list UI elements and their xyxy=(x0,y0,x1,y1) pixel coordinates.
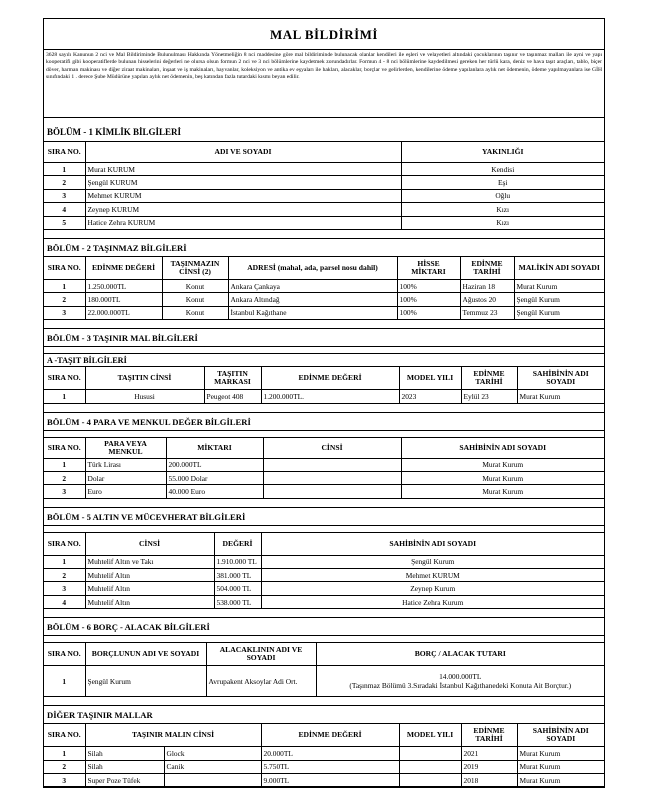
spacer xyxy=(44,697,604,706)
asset-kind: Dolar xyxy=(85,471,166,484)
acquisition-date: Haziran 18 xyxy=(460,279,514,292)
table-row xyxy=(44,471,604,484)
vehicle-type: Hususi xyxy=(85,390,204,403)
share: 100% xyxy=(397,293,460,306)
spacer xyxy=(44,636,604,643)
amount: 200.000TL xyxy=(166,458,263,471)
section-2-title: BÖLÜM - 2 TAŞINMAZ BİLGİLERİ xyxy=(44,239,604,257)
table-row xyxy=(44,390,604,403)
row-number: 3 xyxy=(44,189,85,202)
col-header: EDİNME DEĞERİ xyxy=(261,367,399,390)
col-header: PARA VEYA MENKUL xyxy=(85,438,166,459)
table-row xyxy=(44,163,604,176)
acquisition-date: Ağustos 20 xyxy=(460,293,514,306)
table-row xyxy=(44,203,604,216)
spacer xyxy=(44,431,604,438)
owner-name: Şengül Kurum xyxy=(261,555,604,568)
creditor-name: Avrupakent Aksoylar Adi Ort. xyxy=(206,666,316,697)
spacer xyxy=(44,347,604,354)
owner-name: Murat Kurum xyxy=(517,390,604,403)
row-number: 5 xyxy=(44,216,85,229)
other-movables-table xyxy=(44,724,604,787)
spacer xyxy=(44,609,604,618)
debt-note: (Taşınmaz Bölümü 3.Sıradaki İstanbul Kağıthanedeki Konuta Ait Borçtur.) xyxy=(349,681,572,691)
col-header: SIRA NO. xyxy=(44,438,85,459)
cash-securities-table xyxy=(44,438,604,499)
row-number: 1 xyxy=(44,390,85,403)
item-type: Super Poze Tüfek xyxy=(85,774,164,787)
col-header: TAŞITIN CİNSİ xyxy=(85,367,204,390)
owner-name: Hatice Zehra Kurum xyxy=(261,595,604,608)
col-header: YAKINLIĞI xyxy=(401,142,604,163)
col-header: MODEL YILI xyxy=(399,367,461,390)
real-estate-table xyxy=(44,257,604,320)
acquisition-value: 22.000.000TL xyxy=(85,306,162,319)
owner-name: Murat Kurum xyxy=(517,760,604,773)
table-row xyxy=(44,279,604,292)
item-value: 1.910.000 TL xyxy=(214,555,261,568)
vehicle-table xyxy=(44,367,604,403)
col-header: ADI VE SOYADI xyxy=(85,142,401,163)
col-header: MALİKİN ADI SOYADI xyxy=(514,257,604,280)
item-type: Muhtelif Altın xyxy=(85,569,214,582)
spacer xyxy=(44,526,604,533)
col-header: CİNSİ xyxy=(263,438,401,459)
property-type: Konut xyxy=(162,306,228,319)
vehicle-brand: Peugeot 408 xyxy=(204,390,261,403)
item-value: 538.000 TL xyxy=(214,595,261,608)
section-5-title: BÖLÜM - 5 ALTIN VE MÜCEVHERAT BİLGİLERİ xyxy=(44,508,604,526)
acquisition-date: 2019 xyxy=(461,760,517,773)
debtor-name: Şengül Kurum xyxy=(85,666,206,697)
model-year: 2023 xyxy=(399,390,461,403)
table-row xyxy=(44,666,604,697)
col-header: SIRA NO. xyxy=(44,142,85,163)
person-name: Zeynep KURUM xyxy=(85,203,401,216)
col-header: ADRESİ (mahal, ada, parsel nosu dahil) xyxy=(228,257,397,280)
table-row xyxy=(44,306,604,319)
owner-name: Zeynep Kurum xyxy=(261,582,604,595)
row-number: 1 xyxy=(44,666,85,697)
share: 100% xyxy=(397,279,460,292)
acquisition-value: 20.000TL xyxy=(261,747,399,760)
col-header: SIRA NO. xyxy=(44,643,85,666)
row-number: 1 xyxy=(44,555,85,568)
owner-name: Murat Kurum xyxy=(401,471,604,484)
model-year xyxy=(399,760,461,773)
item-value: 381.000 TL xyxy=(214,569,261,582)
col-header: SIRA NO. xyxy=(44,724,85,747)
asset-kind: Euro xyxy=(85,485,166,498)
col-header: TAŞITIN MARKASI xyxy=(204,367,261,390)
intro-paragraph: 3628 sayılı Kanunun 2 nci ve Mal Bildiriminde Bulunulması Hakkında Yönetmeliğin 8 nci maddesine göre mal bildiriminde bulunacak olanlar kendileri ile eşleri ve velayetleri altındaki çocuklarının taşınır ve taşınmaz malları ile ayni ve yapı kooperatifi gibi kooperatiflerde bulunan hisselerini değerleri ne olursa olsun formun 2 nci ve 3 nci bölümlerine kaydetmek zorundadırlar. Formun 4 - 8 nci bölümlerine kaydedilmesi gereken her türlü kara, deniz ve hava taşıt araçları, tablo, biçer döver, harman makinası ve diğer ziraat makinaları, inşaat ve iş makinaları, hayvanlar, koleksiyon ve antika ev eşyaları ile hakları, alacaklar, borçlar ve gelirlerden, kendilerine ödeme yapılanlara aylık net ödemenin, ödeme yapılmayanlara ise GİH sınıfındaki 1 . derece Şube Müdürüne yapılan aylık net ödemenin, beş katından fazla tutardaki kısmı beyan edilir. xyxy=(44,50,604,118)
item-detail: Canik xyxy=(164,760,261,773)
table-row xyxy=(44,176,604,189)
section-7-title: DİĞER TAŞINIR MALLAR xyxy=(44,706,604,724)
col-header: EDİNME DEĞERİ xyxy=(85,257,162,280)
col-header: EDİNME DEĞERİ xyxy=(261,724,399,747)
section-3-title: BÖLÜM - 3 TAŞINIR MAL BİLGİLERİ xyxy=(44,329,604,347)
owner-name: Murat Kurum xyxy=(401,485,604,498)
acquisition-date: Temmuz 23 xyxy=(460,306,514,319)
relation: Eşi xyxy=(401,176,604,189)
table-row xyxy=(44,595,604,608)
row-number: 2 xyxy=(44,569,85,582)
acquisition-date: 2018 xyxy=(461,774,517,787)
row-number: 4 xyxy=(44,203,85,216)
row-number: 2 xyxy=(44,176,85,189)
section-4-title: BÖLÜM - 4 PARA VE MENKUL DEĞER BİLGİLERİ xyxy=(44,413,604,431)
col-header: EDİNME TARİHİ xyxy=(461,724,517,747)
asset-kind: Türk Lirası xyxy=(85,458,166,471)
row-number: 2 xyxy=(44,760,85,773)
debt-amount: 14.000.000TL xyxy=(439,672,482,682)
row-number: 1 xyxy=(44,747,85,760)
table-row xyxy=(44,458,604,471)
col-header: CİNSİ xyxy=(85,533,214,556)
acquisition-value: 5.750TL xyxy=(261,760,399,773)
amount: 40.000 Euro xyxy=(166,485,263,498)
spacer xyxy=(44,230,604,239)
person-name: Şengül KURUM xyxy=(85,176,401,189)
col-header: SAHİBİNİN ADI SOYADI xyxy=(401,438,604,459)
acquisition-value: 180.000TL xyxy=(85,293,162,306)
type xyxy=(263,485,401,498)
row-number: 4 xyxy=(44,595,85,608)
relation: Oğlu xyxy=(401,189,604,202)
col-header: HİSSE MİKTARI xyxy=(397,257,460,280)
item-value: 504.000 TL xyxy=(214,582,261,595)
section-6-title: BÖLÜM - 6 BORÇ - ALACAK BİLGİLERİ xyxy=(44,618,604,636)
table-row xyxy=(44,760,604,773)
relation: Kendisi xyxy=(401,163,604,176)
type xyxy=(263,471,401,484)
owner-name: Murat Kurum xyxy=(514,279,604,292)
acquisition-value: 1.250.000TL xyxy=(85,279,162,292)
acquisition-value: 9.000TL xyxy=(261,774,399,787)
owner-name: Murat Kurum xyxy=(517,747,604,760)
col-header: DEĞERİ xyxy=(214,533,261,556)
item-type: Silah xyxy=(85,747,164,760)
address: Ankara Çankaya xyxy=(228,279,397,292)
debt-credit-table xyxy=(44,643,604,697)
owner-name: Şengül Kurum xyxy=(514,293,604,306)
type xyxy=(263,458,401,471)
debt-amount-cell xyxy=(316,666,604,697)
table-row xyxy=(44,555,604,568)
owner-name: Murat Kurum xyxy=(517,774,604,787)
model-year xyxy=(399,747,461,760)
table-row xyxy=(44,485,604,498)
table-row xyxy=(44,216,604,229)
owner-name: Murat Kurum xyxy=(401,458,604,471)
row-number: 1 xyxy=(44,458,85,471)
item-type: Silah xyxy=(85,760,164,773)
row-number: 3 xyxy=(44,582,85,595)
table-row xyxy=(44,582,604,595)
col-header: EDİNME TARİHİ xyxy=(460,257,514,280)
table-row xyxy=(44,189,604,202)
address: İstanbul Kağıthane xyxy=(228,306,397,319)
col-header: EDİNME TARİHİ xyxy=(461,367,517,390)
model-year xyxy=(399,774,461,787)
col-header: TAŞINMAZIN CİNSİ (2) xyxy=(162,257,228,280)
col-header: SAHİBİNİN ADI SOYADI xyxy=(261,533,604,556)
col-header: SAHİBİNİN ADI SOYADI xyxy=(517,367,604,390)
vehicle-subsection-title: A -TAŞIT BİLGİLERİ xyxy=(44,354,604,367)
col-header: ALACAKLININ ADI VE SOYADI xyxy=(206,643,316,666)
row-number: 2 xyxy=(44,293,85,306)
person-name: Hatice Zehra KURUM xyxy=(85,216,401,229)
row-number: 1 xyxy=(44,163,85,176)
table-row xyxy=(44,774,604,787)
col-header: SIRA NO. xyxy=(44,367,85,390)
share: 100% xyxy=(397,306,460,319)
owner-name: Mehmet KURUM xyxy=(261,569,604,582)
col-header: TAŞINIR MALIN CİNSİ xyxy=(85,724,261,747)
col-header: SIRA NO. xyxy=(44,257,85,280)
relation: Kızı xyxy=(401,203,604,216)
property-type: Konut xyxy=(162,279,228,292)
acquisition-date: 2021 xyxy=(461,747,517,760)
gold-jewelry-table xyxy=(44,533,604,610)
relation: Kızı xyxy=(401,216,604,229)
owner-name: Şengül Kurum xyxy=(514,306,604,319)
form-title: MAL BİLDİRİMİ xyxy=(44,19,604,50)
row-number: 1 xyxy=(44,279,85,292)
col-header: MİKTARI xyxy=(166,438,263,459)
col-header: BORÇLUNUN ADI VE SOYADI xyxy=(85,643,206,666)
col-header: SIRA NO. xyxy=(44,533,85,556)
row-number: 2 xyxy=(44,471,85,484)
section-1-title: BÖLÜM - 1 KİMLİK BİLGİLERİ xyxy=(44,118,604,142)
col-header: BORÇ / ALACAK TUTARI xyxy=(316,643,604,666)
item-type: Muhtelif Altın ve Takı xyxy=(85,555,214,568)
amount: 55.000 Dolar xyxy=(166,471,263,484)
col-header: MODEL YILI xyxy=(399,724,461,747)
person-name: Murat KURUM xyxy=(85,163,401,176)
acquisition-value: 1.200.000TL. xyxy=(261,390,399,403)
item-detail xyxy=(164,774,261,787)
table-row xyxy=(44,293,604,306)
address: Ankara Altındağ xyxy=(228,293,397,306)
row-number: 3 xyxy=(44,774,85,787)
person-name: Mehmet KURUM xyxy=(85,189,401,202)
row-number: 3 xyxy=(44,485,85,498)
item-type: Muhtelif Altın xyxy=(85,582,214,595)
col-header: SAHİBİNİN ADI SOYADI xyxy=(517,724,604,747)
item-type: Muhtelif Altın xyxy=(85,595,214,608)
item-detail: Glock xyxy=(164,747,261,760)
row-number: 3 xyxy=(44,306,85,319)
declaration-form xyxy=(43,18,605,788)
identity-table xyxy=(44,142,604,230)
spacer xyxy=(44,404,604,413)
table-row xyxy=(44,569,604,582)
spacer xyxy=(44,499,604,508)
spacer xyxy=(44,320,604,329)
acquisition-date: Eylül 23 xyxy=(461,390,517,403)
table-row xyxy=(44,747,604,760)
property-type: Konut xyxy=(162,293,228,306)
